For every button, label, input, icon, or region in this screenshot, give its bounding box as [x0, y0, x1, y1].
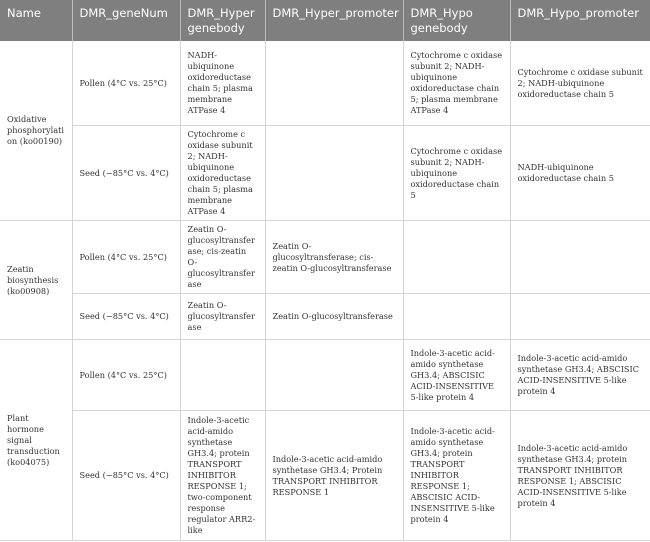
pathway-name: Zeatin biosynthesis (ko00908) [0, 221, 72, 340]
hyper-genebody-cell: Indole-3-acetic acid-amido synthetase GH3.4; protein TRANSPORT INHIBITOR RESPONSE 1; two-component response regulator ARR2-like [180, 411, 265, 541]
hyper-genebody-cell: Zeatin O-glucosyltransferase [180, 294, 265, 340]
table-row [0, 221, 650, 294]
hypo-genebody-cell: Indole-3-acetic acid-amido synthetase GH3.4; ABSCISIC ACID-INSENSITIVE 5-like protein 4 [403, 340, 510, 411]
header-hypo-promoter: DMR_Hypo_promoter [510, 0, 650, 41]
hyper-genebody-cell: Zeatin O-glucosyltransferase; cis-zeatin O-glucosyltransferase [180, 221, 265, 294]
hyper-genebody-cell [180, 340, 265, 411]
hypo-promoter-cell: Indole-3-acetic acid-amido synthetase GH3.4; ABSCISIC ACID-INSENSITIVE 5-like protein 4 [510, 340, 650, 411]
table-row [0, 411, 650, 541]
hypo-genebody-cell: Indole-3-acetic acid-amido synthetase GH3.4; protein TRANSPORT INHIBITOR RESPONSE 1; ABSCISIC ACID-INSENSITIVE 5-like protein 4 [403, 411, 510, 541]
pathway-name: Oxidative phosphorylation (ko00190) [0, 41, 72, 221]
hyper-promoter-cell [265, 340, 403, 411]
header-dmr-genenum: DMR_geneNum [72, 0, 180, 41]
header-hyper-promoter: DMR_Hyper_promoter [265, 0, 403, 41]
hyper-promoter-cell: Zeatin O-glucosyltransferase [265, 294, 403, 340]
table-row [0, 41, 650, 126]
hypo-promoter-cell [510, 221, 650, 294]
header-name: Name [0, 0, 72, 41]
condition-cell: Seed (−85°C vs. 4°C) [72, 411, 180, 541]
hyper-promoter-cell [265, 41, 403, 126]
hyper-genebody-cell: NADH-ubiquinone oxidoreductase chain 5; plasma membrane ATPase 4 [180, 41, 265, 126]
hyper-promoter-cell: Zeatin O-glucosyltransferase; cis-zeatin O-glucosyltransferase [265, 221, 403, 294]
hypo-promoter-cell: NADH-ubiquinone oxidoreductase chain 5 [510, 126, 650, 221]
pathway-name: Plant hormone signal transduction (ko04075) [0, 340, 72, 541]
condition-cell: Pollen (4°C vs. 25°C) [72, 340, 180, 411]
table-row [0, 294, 650, 340]
hypo-genebody-cell: Cytochrome c oxidase subunit 2; NADH-ubiquinone oxidoreductase chain 5 [403, 126, 510, 221]
hypo-promoter-cell [510, 294, 650, 340]
hypo-promoter-cell: Indole-3-acetic acid-amido synthetase GH3.4; protein TRANSPORT INHIBITOR RESPONSE 1; ABSCISIC ACID-INSENSITIVE 5-like protein 4 [510, 411, 650, 541]
hyper-promoter-cell [265, 126, 403, 221]
condition-cell: Pollen (4°C vs. 25°C) [72, 221, 180, 294]
condition-cell: Seed (−85°C vs. 4°C) [72, 126, 180, 221]
hypo-promoter-cell: Cytochrome c oxidase subunit 2; NADH-ubiquinone oxidoreductase chain 5 [510, 41, 650, 126]
header-row [0, 0, 650, 41]
hypo-genebody-cell [403, 221, 510, 294]
condition-cell: Pollen (4°C vs. 25°C) [72, 41, 180, 126]
hypo-genebody-cell [403, 294, 510, 340]
condition-cell: Seed (−85°C vs. 4°C) [72, 294, 180, 340]
hypo-genebody-cell: Cytochrome c oxidase subunit 2; NADH-ubiquinone oxidoreductase chain 5; plasma membrane ATPase 4 [403, 41, 510, 126]
header-hypo-genebody: DMR_Hypo genebody [403, 0, 510, 41]
hyper-promoter-cell: Indole-3-acetic acid-amido synthetase GH3.4; Protein TRANSPORT INHIBITOR RESPONSE 1 [265, 411, 403, 541]
table-row [0, 126, 650, 221]
header-hyper-genebody: DMR_Hyper genebody [180, 0, 265, 41]
table-row [0, 340, 650, 411]
hyper-genebody-cell: Cytochrome c oxidase subunit 2; NADH-ubiquinone oxidoreductase chain 5; plasma membrane ATPase 4 [180, 126, 265, 221]
